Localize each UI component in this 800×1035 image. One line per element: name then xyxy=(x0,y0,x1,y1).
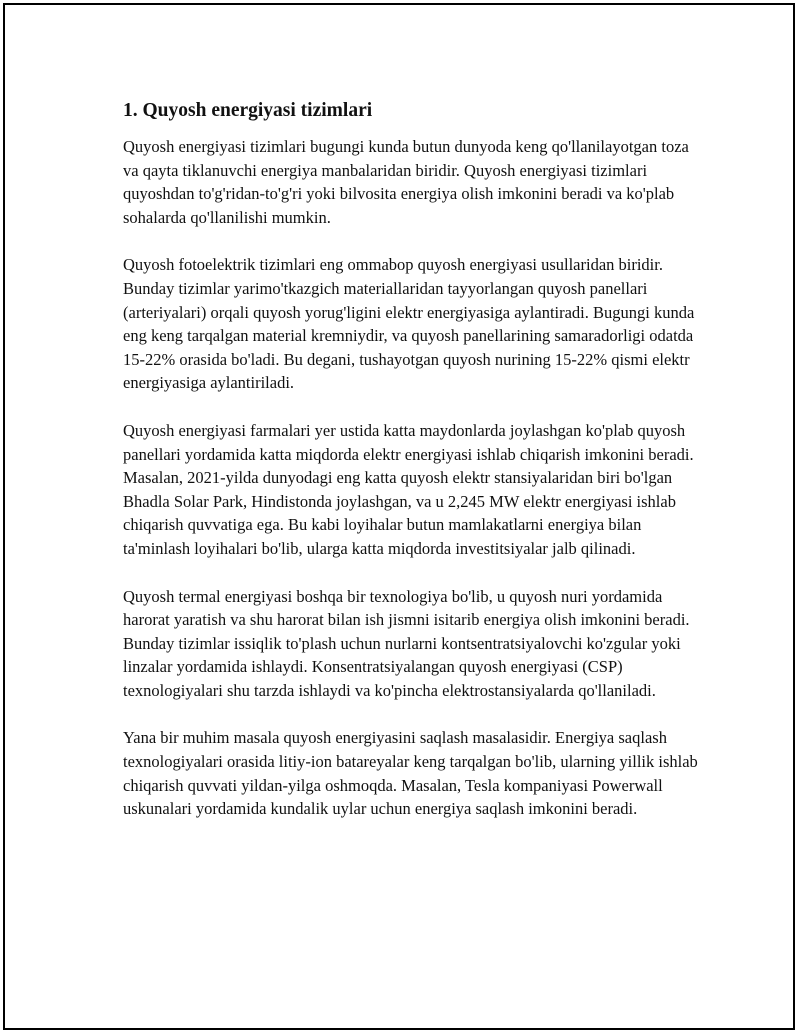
document-body xyxy=(123,98,703,821)
paragraph-solar-thermal: Quyosh termal energiyasi boshqa bir texnologiya bo'lib, u quyosh nuri yordamida harorat yaratish va shu harorat bilan ish jismni isitarib energiya olish imkonini beradi. Bunday tizimlar issiqlik to'plash uchun nurlarni kontsentratsiyalovchi ko'zgular yoki linzalar yordamida ishlaydi. Konsentratsiyalangan quyosh energiyasi (CSP) texnologiyalari shu tarzda ishlaydi va ko'pincha elektrostansiyalarda qo'llaniladi. xyxy=(123,586,690,700)
paragraph-intro: Quyosh energiyasi tizimlari bugungi kunda butun dunyoda keng qo'llanilayotgan toza va qayta tiklanuvchi energiya manbalaridan biridir. Quyosh energiyasi tizimlari quyoshdan to'g'ridan-to'g'ri yoki bilvosita energiya olish imkonini beradi va ko'plab sohalarda qo'llanilishi mumkin. xyxy=(123,137,689,227)
paragraph-energy-storage: Yana bir muhim masala quyosh energiyasini saqlash masalasidir. Energiya saqlash texnologiyalari orasida litiy-ion batareyalar keng tarqalgan bo'lib, ularning yillik ishlab chiqarish quvvati yildan-yilga oshmoqda. Masalan, Tesla kompaniyasi Powerwall uskunalari yordamida kundalik uylar uchun energiya saqlash imkonini beradi. xyxy=(123,728,698,819)
section-heading: 1. Quyosh energiyasi tizimlari xyxy=(123,100,373,121)
page-frame xyxy=(3,3,795,1030)
paragraph-solar-farms: Quyosh energiyasi farmalari yer ustida katta maydonlarda joylashgan ko'plab quyosh panellari yordamida katta miqdorda elektr energiyasi ishlab chiqarish imkonini beradi. Masalan, 2021-yilda dunyodagi eng katta quyosh elektr stansiyalaridan biri bo'lgan Bhadla Solar Park, Hindistonda joylashgan, va u 2,245 MW elektr energiyasi ishlab chiqarish quvvatiga ega. Bu kabi loyihalar butun mamlakatlarni energiya bilan ta'minlash loyihalari bo'lib, ularga katta miqdorda investitsiyalar jalb qilinadi. xyxy=(123,420,694,558)
paragraph-photovoltaic: Quyosh fotoelektrik tizimlari eng ommabop quyosh energiyasi usullaridan biridir. Bunday tizimlar yarimo'tkazgich materiallaridan tayyorlangan quyosh panellari (arteriyalari) orqali quyosh yorug'ligini elektr energiyasiga aylantiradi. Bugungi kunda eng keng tarqalgan material kremniydir, va quyosh panellarining samaradorligi odatda 15-22% orasida bo'ladi. Bu degani, tushayotgan quyosh nurining 15-22% qismi elektr energiyasiga aylantiriladi. xyxy=(123,255,695,393)
